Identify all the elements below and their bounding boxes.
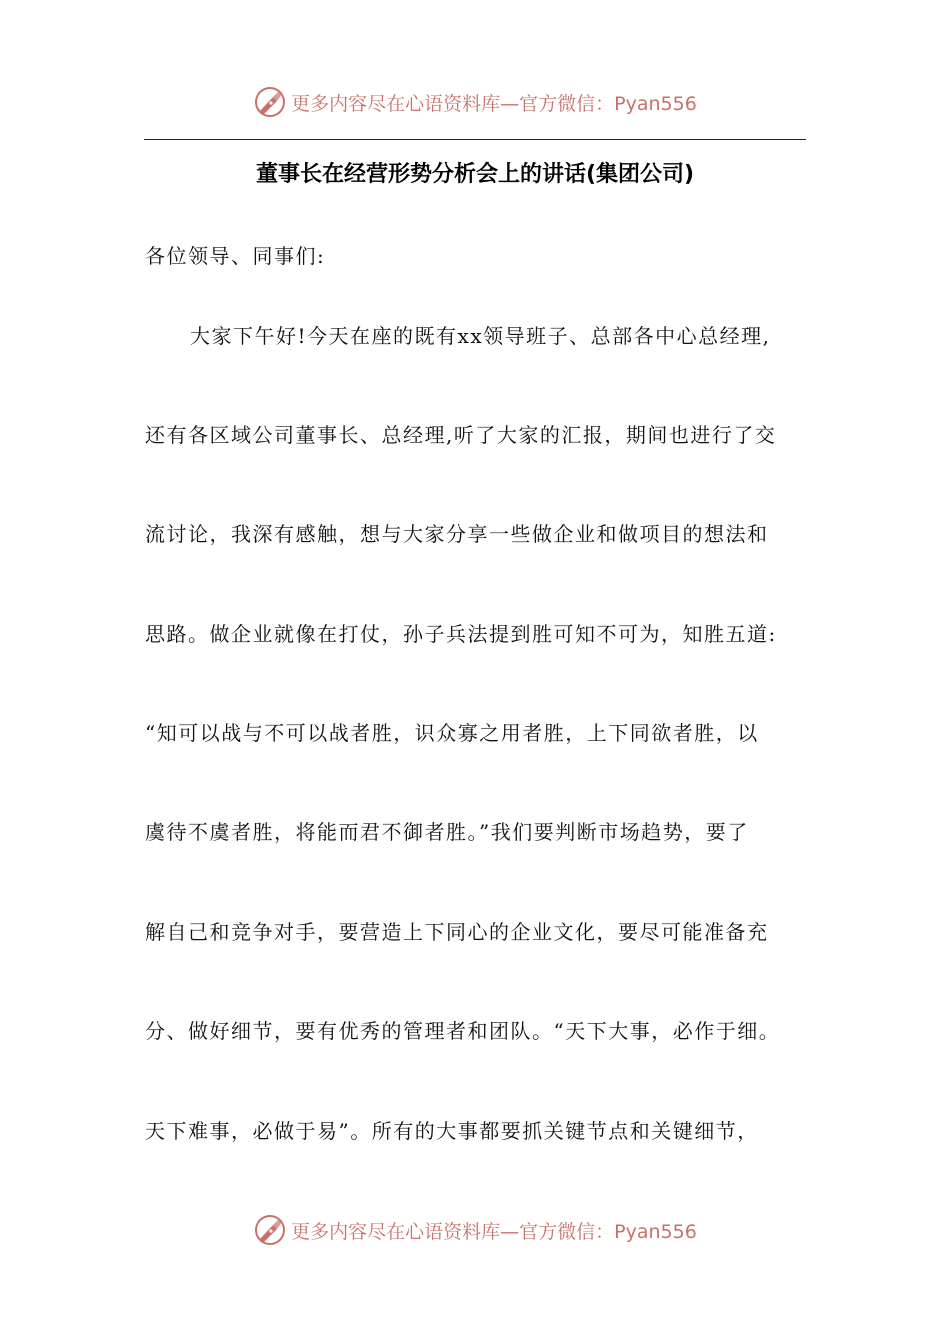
body-line: 虞待不虞者胜，将能而君不御者胜。”我们要判断市场趋势，要了 (145, 820, 749, 844)
body-line: 分、做好细节，要有优秀的管理者和团队。“天下大事，必作于细。 (145, 1019, 781, 1043)
header-divider (144, 139, 806, 140)
body-line: 流讨论，我深有感触，想与大家分享一些做企业和做项目的想法和 (145, 522, 769, 546)
body-line: 天下难事，必做于易”。所有的大事都要抓关键节点和关键细节， (145, 1119, 759, 1143)
banner-text: 更多内容尽在心语资料库—官方微信：Pyan556 (291, 1220, 697, 1243)
pen-nib-circle-icon (253, 1213, 287, 1247)
banner-text: 更多内容尽在心语资料库—官方微信：Pyan556 (291, 92, 697, 115)
footer-banner (0, 1208, 950, 1252)
header-banner (0, 80, 950, 124)
pen-nib-circle-icon (253, 85, 287, 119)
body-line: 思路。做企业就像在打仗，孙子兵法提到胜可知不可为，知胜五道: (145, 622, 777, 646)
document-title: 董事长在经营形势分析会上的讲话(集团公司) (255, 162, 695, 187)
body-line: “知可以战与不可以战者胜，识众寡之用者胜，上下同欲者胜，以 (145, 721, 759, 745)
body-line: 还有各区域公司董事长、总经理,听了大家的汇报，期间也进行了交 (145, 423, 777, 447)
salutation: 各位领导、同事们: (145, 244, 326, 268)
body-line: 大家下午好!今天在座的既有xx领导班子、总部各中心总经理, (190, 324, 771, 348)
body-line: 解自己和竞争对手，要营造上下同心的企业文化，要尽可能准备充 (145, 920, 769, 944)
